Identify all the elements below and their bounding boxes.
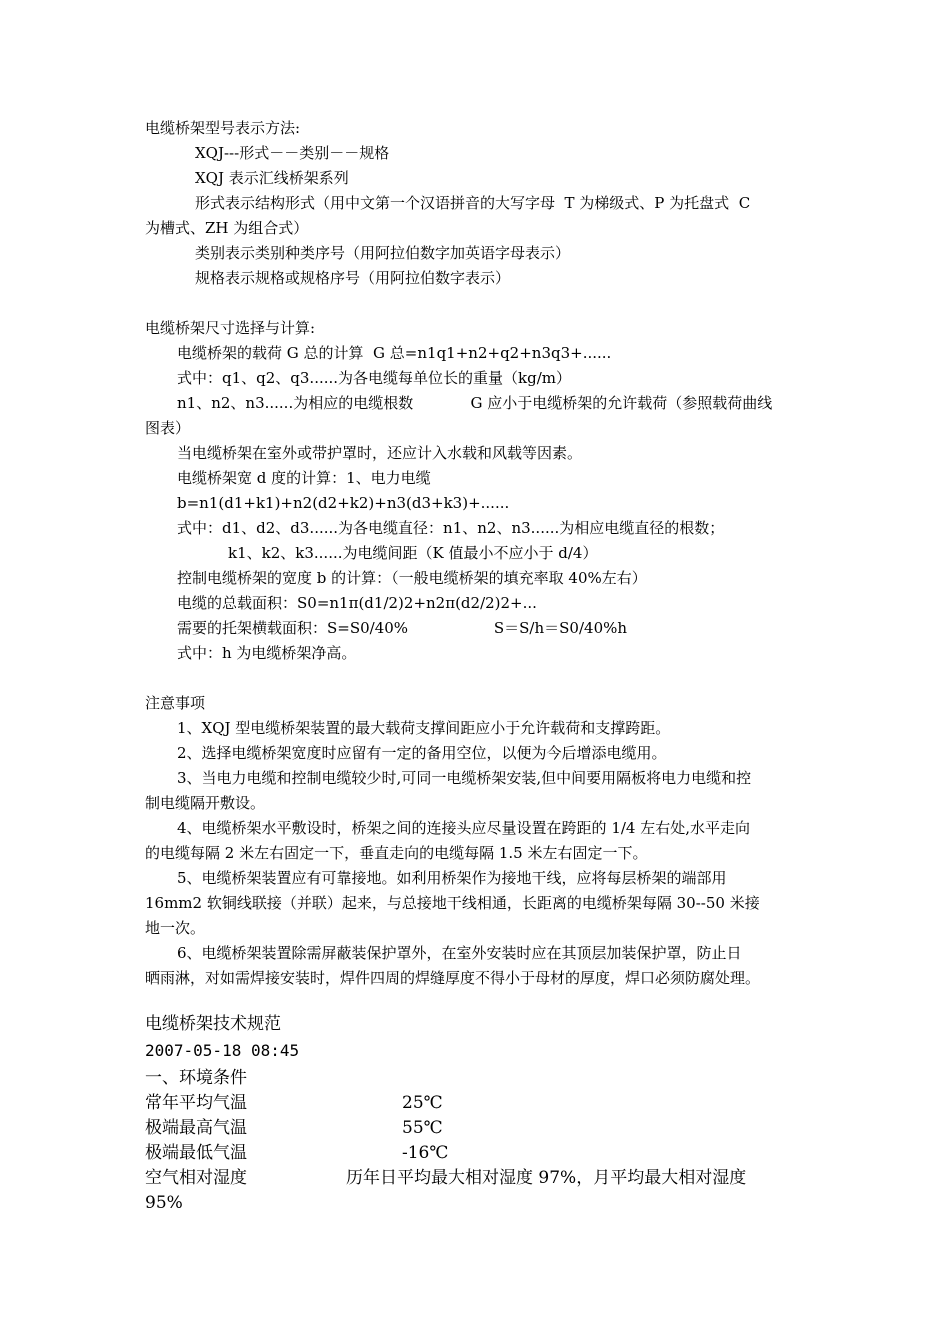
section1-line: 为槽式、ZH 为组合式） <box>145 219 309 237</box>
section2-line: 当电缆桥架在室外或带护罩时，还应计入水载和风载等因素。 <box>177 444 583 462</box>
section3-line: 4、电缆桥架水平敷设时，桥架之间的连接头应尽量设置在跨距的 1/4 左右处,水平走向 <box>177 819 750 837</box>
section2-line: 电缆的总载面积：S0=n1π(d1/2)2+n2π(d2/2)2+... <box>177 594 537 612</box>
section3-line: 3、当电力电缆和控制电缆较少时,可同一电缆桥架安装,但中间要用隔板将电力电缆和控 <box>177 769 752 787</box>
section3-line: 16mm2 软铜线联接（并联）起来，与总接地干线相通，长距离的电缆桥架每隔 30--50 米接 <box>145 894 760 912</box>
env-value-max-temp: 55℃ <box>402 1118 443 1138</box>
env-label-min-temp: 极端最低气温 <box>145 1143 247 1163</box>
section2-heading: 电缆桥架尺寸选择与计算: <box>145 319 316 337</box>
section2-line: 式中：q1、q2、q3......为各电缆每单位长的重量（kg/m） <box>177 369 572 387</box>
section3-line: 制电缆隔开敷设。 <box>145 794 266 812</box>
section2-line: 需要的托架横载面积：S=S0/40% S＝S/h＝S0/40%h <box>177 619 628 637</box>
spec-date: 2007-05-18 08:45 <box>145 1041 300 1060</box>
env-label-avg-temp: 常年平均气温 <box>145 1093 247 1113</box>
section1-line: XQJ---形式－－类别－－规格 <box>195 144 390 162</box>
section2-line: 式中：h 为电缆桥架净高。 <box>177 644 357 662</box>
section2-line: 式中：d1、d2、d3......为各电缆直径：n1、n2、n3......为相应电缆直径的根数； <box>177 519 725 537</box>
section1-line: XQJ 表示汇线桥架系列 <box>195 169 349 187</box>
env-label-humidity: 空气相对湿度 <box>145 1168 247 1188</box>
env-label-max-temp: 极端最高气温 <box>145 1118 247 1138</box>
section1-line: 形式表示结构形式（用中文第一个汉语拼音的大写字母 T 为梯级式、P 为托盘式 C <box>195 194 751 212</box>
section2-line: 控制电缆桥架的宽度 b 的计算：（一般电缆桥架的填充率取 40%左右） <box>177 569 647 587</box>
spec-title: 电缆桥架技术规范 <box>145 1014 281 1034</box>
env-value-humidity: 历年日平均最大相对湿度 97%，月平均最大相对湿度 <box>346 1168 747 1188</box>
section1-heading: 电缆桥架型号表示方法: <box>145 119 301 137</box>
section3-line: 1、XQJ 型电缆桥架装置的最大载荷支撑间距应小于允许载荷和支撑跨距。 <box>177 719 671 737</box>
section2-line: k1、k2、k3......为电缆间距（K 值最小不应小于 d/4） <box>228 544 598 562</box>
section3-heading: 注意事项 <box>145 694 206 712</box>
env-value-min-temp: -16℃ <box>402 1143 449 1163</box>
section3-line: 晒雨淋，对如需焊接安装时，焊件四周的焊缝厚度不得小于母材的厚度，焊口必须防腐处理。 <box>145 969 761 987</box>
section2-line: b=n1(d1+k1)+n2(d2+k2)+n3(d3+k3)+...... <box>177 494 510 512</box>
section3-line: 2、选择电缆桥架宽度时应留有一定的备用空位，以便为今后增添电缆用。 <box>177 744 667 762</box>
section2-line: n1、n2、n3......为相应的电缆根数 G 应小于电缆桥架的允许载荷（参照载荷曲线 <box>177 394 773 412</box>
section3-line: 地一次。 <box>145 919 206 937</box>
section2-line: 电缆桥架宽 d 度的计算：1、电力电缆 <box>177 469 431 487</box>
env-value-humidity-cont: 95% <box>145 1193 183 1213</box>
section1-line: 规格表示规格或规格序号（用阿拉伯数字表示） <box>195 269 511 287</box>
section1-line: 类别表示类别种类序号（用阿拉伯数字加英语字母表示） <box>195 244 571 262</box>
section2-line: 图表） <box>145 419 191 437</box>
env-value-avg-temp: 25℃ <box>402 1093 443 1113</box>
section3-line: 的电缆每隔 2 米左右固定一下，垂直走向的电缆每隔 1.5 米左右固定一下。 <box>145 844 648 862</box>
section2-line: 电缆桥架的载荷 G 总的计算 G 总=n1q1+n2+q2+n3q3+...... <box>177 344 612 362</box>
section3-line: 5、电缆桥架装置应有可靠接地。如利用桥架作为接地干线，应将每层桥架的端部用 <box>177 869 727 887</box>
spec-subheading: 一、环境条件 <box>145 1068 247 1088</box>
section3-line: 6、电缆桥架装置除需屏蔽装保护罩外，在室外安装时应在其顶层加装保护罩，防止日 <box>177 944 742 962</box>
